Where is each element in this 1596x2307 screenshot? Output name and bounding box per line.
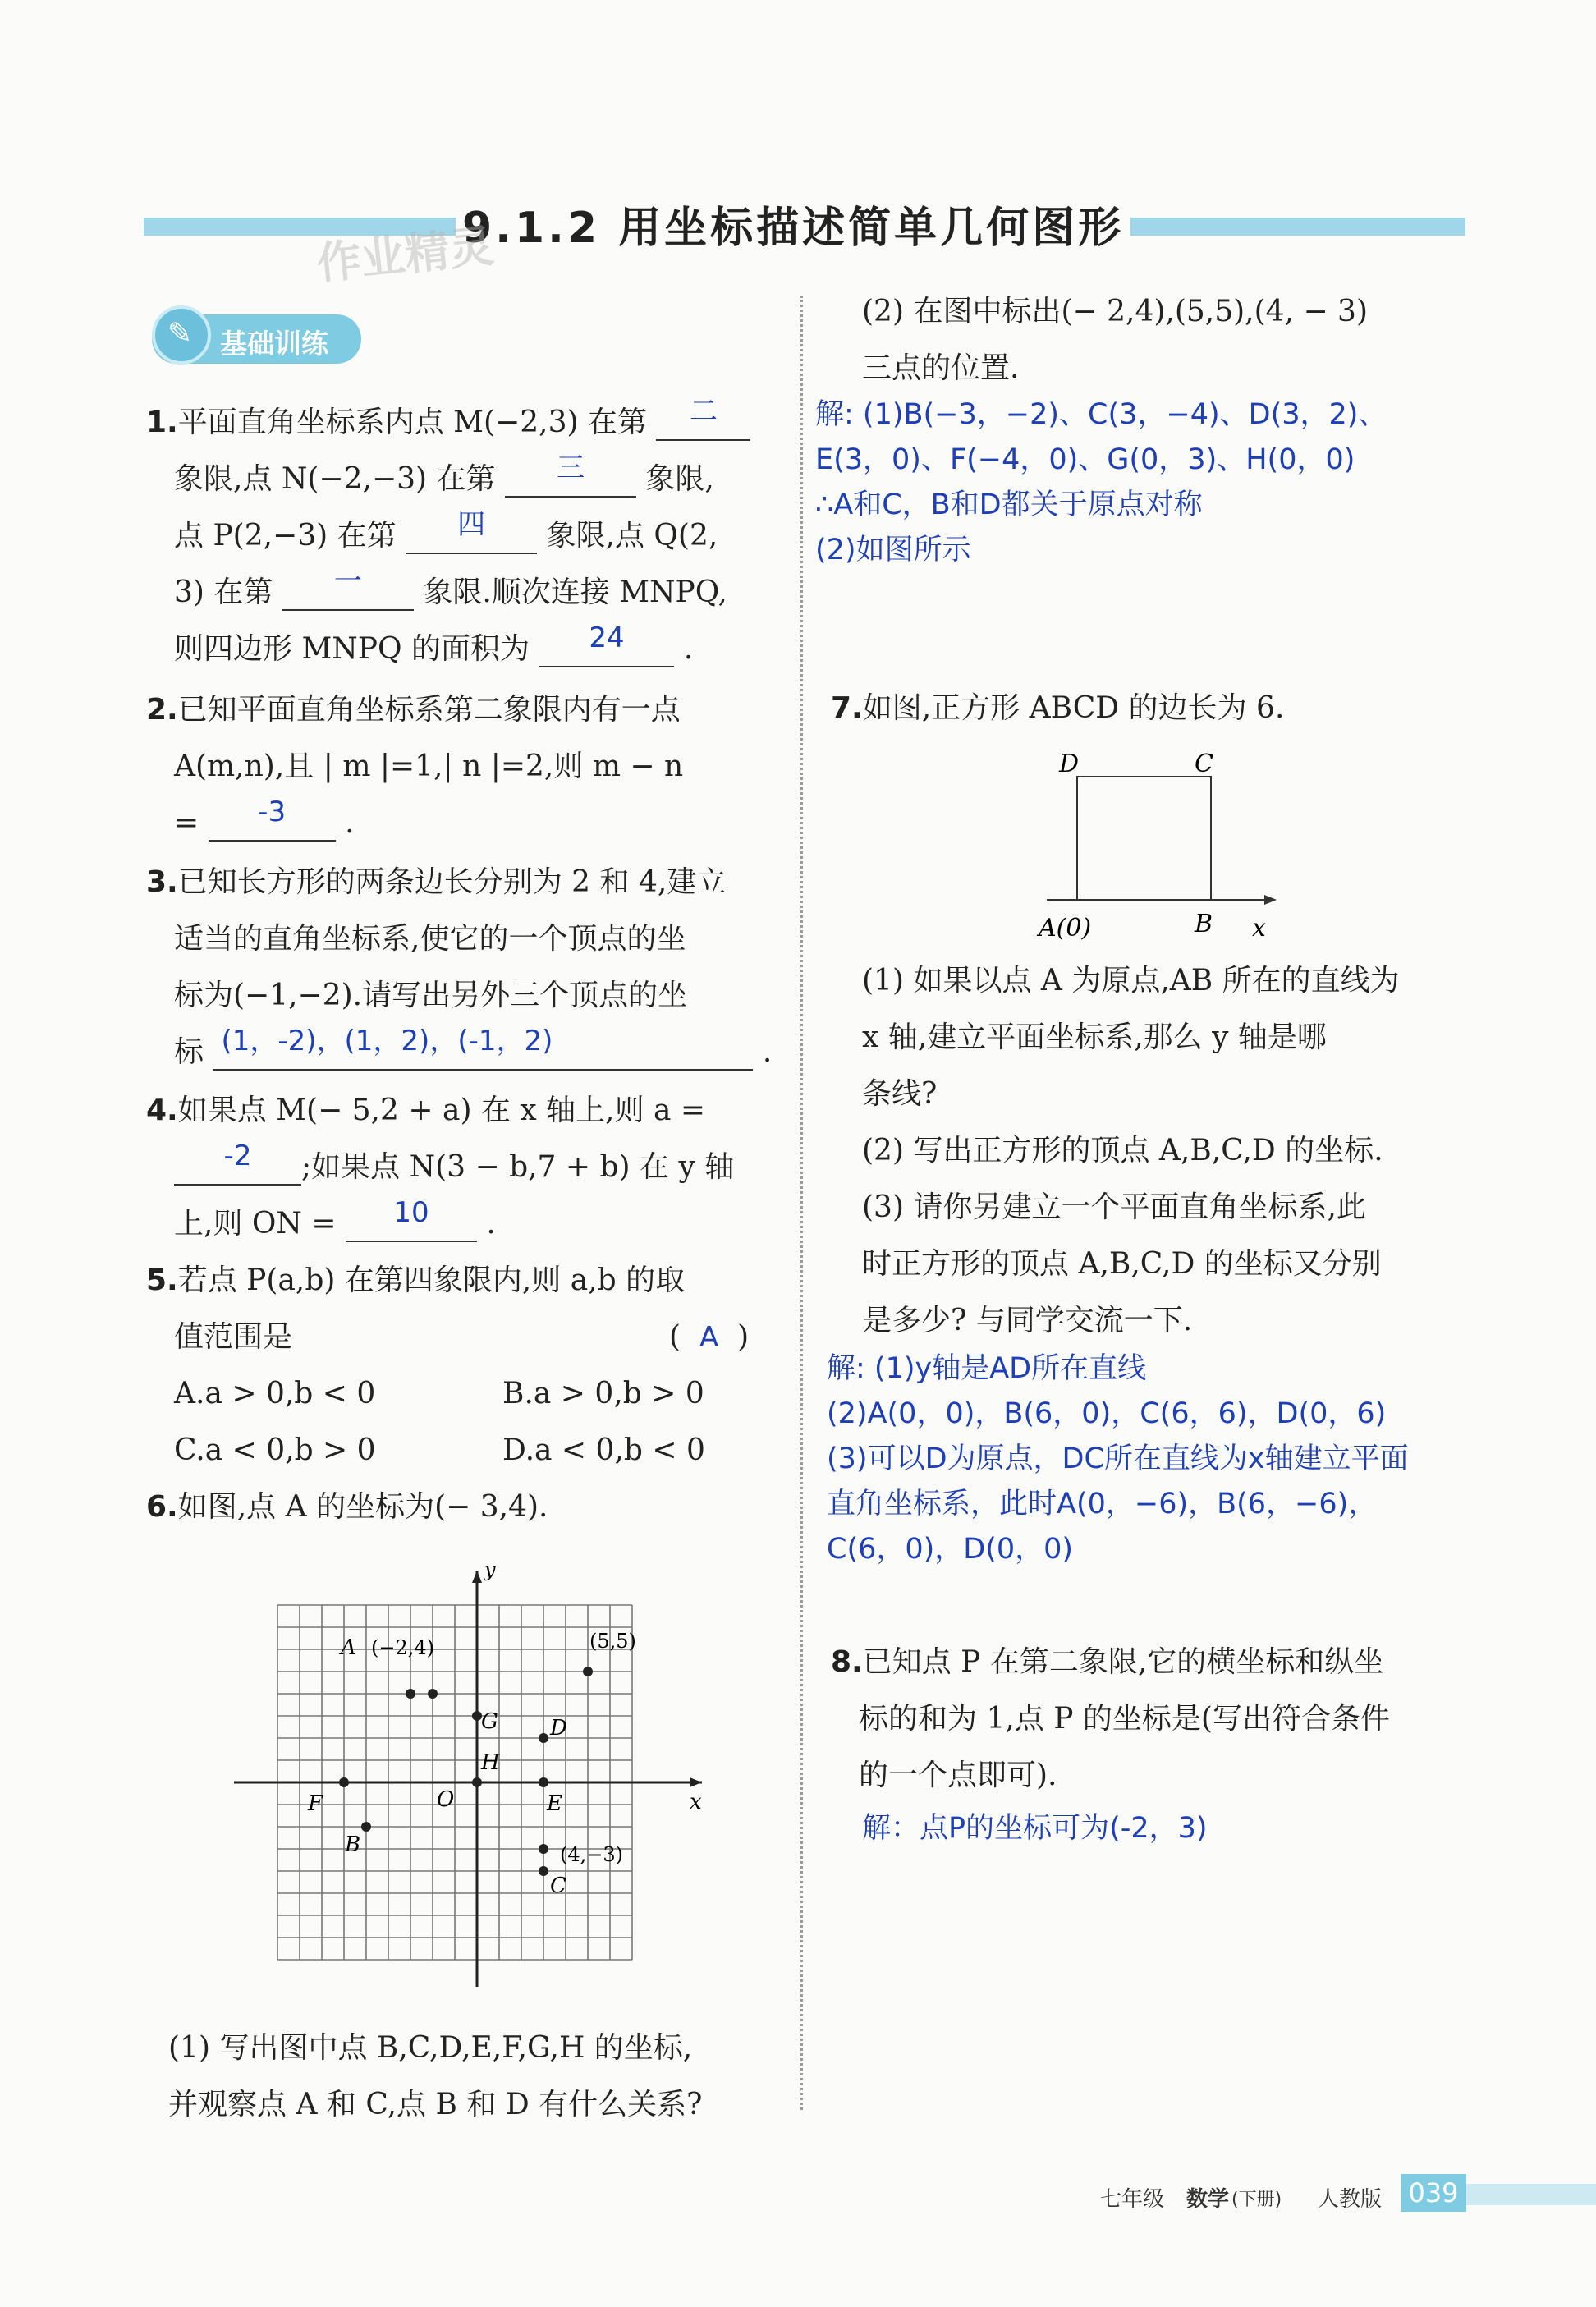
coordinate-grid-figure — [230, 1556, 722, 1999]
point-h-label: H — [481, 1750, 500, 1775]
q8-solution: 解：点P的坐标可为(-2，3) — [862, 1812, 1208, 1845]
question-7: 7.如图,正方形 ABCD 的边长为 6. — [831, 691, 1285, 725]
point-f-label: F — [308, 1791, 323, 1816]
q6-sub1-line1: (1) 写出图中点 B,C,D,E,F,G,H 的坐标, — [168, 2031, 693, 2065]
q7-solution-line1: 解: (1)y轴是AD所在直线 — [827, 1352, 1147, 1385]
point-g-label: G — [481, 1709, 498, 1734]
q7-sub2: (2) 写出正方形的顶点 A,B,C,D 的坐标. — [862, 1134, 1383, 1167]
point-h — [472, 1777, 482, 1787]
question-8-line2: 标的和为 1,点 P 的坐标是(写出符合条件 — [859, 1702, 1390, 1736]
point-4-neg3-label: (4,−3) — [560, 1843, 624, 1866]
point-d-label: D — [550, 1716, 567, 1741]
question-3-line4: 标 (1，-2)，(1，2)，(-1，2) . — [174, 1025, 773, 1069]
point-neg2-4-label: (−2,4) — [371, 1636, 435, 1659]
question-3-line2: 适当的直角坐标系,使它的一个顶点的坐 — [174, 922, 686, 956]
question-8-line3: 的一个点即可). — [859, 1759, 1057, 1792]
question-6: 6.如图,点 A 的坐标为(− 3,4). — [146, 1490, 548, 1524]
point-f — [339, 1777, 349, 1787]
point-c — [539, 1866, 548, 1876]
q7-solution-line5: C(6，0)，D(0，0) — [827, 1533, 1074, 1566]
q6-solution-line2: E(3，0)、F(−4，0)、G(0，3)、H(0，0) — [815, 443, 1355, 476]
question-8: 8.已知点 P 在第二象限,它的横坐标和纵坐 — [831, 1645, 1384, 1679]
footer-volume: (下册) — [1231, 2190, 1282, 2210]
q7-solution-line3: (3)可以D为原点，DC所在直线为x轴建立平面 — [827, 1442, 1409, 1475]
point-d — [539, 1733, 548, 1743]
q1-blank-5[interactable]: 24 — [539, 633, 674, 667]
point-c-label: C — [550, 1874, 566, 1898]
q7-sub1-line1: (1) 如果以点 A 为原点,AB 所在的直线为 — [862, 964, 1400, 998]
question-1-line5: 则四边形 MNPQ 的面积为 24 . — [174, 621, 694, 666]
vertex-d-label: D — [1059, 750, 1080, 778]
q5-option-b: B.a > 0,b > 0 — [502, 1377, 704, 1410]
q6-solution-line1: 解: (1)B(−3，−2)、C(3，−4)、D(3，2)、 — [815, 398, 1387, 431]
square-figure — [1034, 739, 1297, 952]
q1-blank-4[interactable]: 一 — [282, 576, 414, 611]
square-abcd — [1077, 777, 1211, 900]
question-1-line2: 象限,点 N(−2,−3) 在第 三 象限, — [174, 452, 714, 496]
point-5-5 — [583, 1667, 593, 1676]
square-x-label: x — [1252, 914, 1266, 943]
q5-choice-parens[interactable]: ( A ) — [669, 1320, 750, 1354]
q6-sub2-line2: 三点的位置. — [862, 351, 1020, 385]
footer-subject: 数学 — [1186, 2187, 1230, 2212]
q7-sub3-line2: 时正方形的顶点 A,B,C,D 的坐标又分别 — [862, 1247, 1382, 1281]
footer-grade: 七年级 — [1100, 2187, 1165, 2212]
q5-option-a: A.a > 0,b < 0 — [174, 1377, 376, 1410]
q7-sub1-line2: x 轴,建立平面坐标系,那么 y 轴是哪 — [862, 1020, 1327, 1054]
q6-sub1-line2: 并观察点 A 和 C,点 B 和 D 有什么关系? — [168, 2088, 703, 2121]
vertex-b-label: B — [1195, 910, 1213, 938]
question-4-line2: -2 ;如果点 N(3 − b,7 + b) 在 y 轴 — [174, 1139, 734, 1195]
q7-sub1-line3: 条线? — [862, 1077, 938, 1111]
q7-solution-line4: 直角坐标系，此时A(0，−6)，B(6，−6)， — [827, 1488, 1378, 1520]
watermark: 作业精灵 — [314, 219, 497, 291]
q4-blank-2[interactable]: 10 — [346, 1208, 477, 1242]
y-axis-label: y — [484, 1558, 496, 1581]
question-2: 2.已知平面直角坐标系第二象限内有一点 — [146, 693, 681, 727]
question-4: 4.如果点 M(− 5,2 + a) 在 x 轴上,则 a = — [146, 1094, 706, 1127]
q2-blank[interactable]: -3 — [209, 807, 336, 842]
question-5-line2: 值范围是 — [174, 1320, 293, 1354]
point-a-label: A — [341, 1635, 356, 1660]
footer-edition: 人教版 — [1318, 2187, 1383, 2212]
q3-blank[interactable]: (1，-2)，(1，2)，(-1，2) — [213, 1036, 753, 1071]
q7-solution-line2: (2)A(0，0)，B(6，0)，C(6，6)，D(0，6) — [827, 1397, 1387, 1430]
q6-solution-line3: ∴A和C，B和D都关于原点对称 — [815, 488, 1203, 521]
point-5-5-label: (5,5) — [589, 1630, 636, 1653]
question-5: 5.若点 P(a,b) 在第四象限内,则 a,b 的取 — [146, 1264, 686, 1297]
point-e — [539, 1777, 548, 1787]
square-x-axis-arrow — [1264, 895, 1277, 905]
point-b-label: B — [345, 1832, 361, 1857]
question-3: 3.已知长方形的两条边长分别为 2 和 4,建立 — [146, 865, 727, 899]
x-axis-arrow — [690, 1777, 702, 1787]
point-b — [361, 1822, 371, 1832]
question-1-line3: 点 P(2,−3) 在第 四 象限,点 Q(2, — [174, 508, 718, 553]
point-e-label: E — [547, 1791, 562, 1816]
q6-sub2-line1: (2) 在图中标出(− 2,4),(5,5),(4, − 3) — [862, 295, 1369, 328]
footer-bar — [1466, 2184, 1596, 2205]
q1-blank-2[interactable]: 三 — [505, 463, 636, 498]
pencil-icon: ✎ — [167, 317, 193, 351]
page-title: 9.1.2 用坐标描述简单几何图形 — [456, 193, 1130, 255]
question-2-line3: = -3 . — [174, 796, 355, 840]
q5-option-c: C.a < 0,b > 0 — [174, 1433, 376, 1467]
x-axis-label: x — [690, 1790, 702, 1814]
point-neg2-4 — [428, 1689, 438, 1699]
question-1-line4: 3) 在第 一 象限.顺次连接 MNPQ, — [174, 565, 727, 609]
question-2-line2: A(m,n),且 | m |=1,| n |=2,则 m − n — [174, 750, 684, 783]
vertex-a-label: A(0) — [1039, 914, 1092, 943]
vertex-c-label: C — [1195, 750, 1213, 778]
q7-sub3-line3: 是多少? 与同学交流一下. — [862, 1304, 1193, 1337]
page-number: 039 — [1401, 2174, 1466, 2212]
q7-sub3-line1: (3) 请你另建立一个平面直角坐标系,此 — [862, 1190, 1366, 1224]
q5-option-d: D.a < 0,b < 0 — [502, 1433, 705, 1467]
point-4-neg3 — [539, 1844, 548, 1854]
q4-blank-1[interactable]: -2 — [174, 1151, 301, 1186]
point-a — [406, 1689, 415, 1699]
y-axis-arrow — [472, 1571, 482, 1583]
q1-blank-1[interactable]: 二 — [656, 406, 750, 441]
section-badge-label: 基础训练 — [220, 328, 328, 360]
column-divider — [800, 296, 803, 2110]
origin-label: O — [437, 1787, 455, 1812]
question-4-line3: 上,则 ON = 10 . — [174, 1196, 496, 1241]
q1-blank-3[interactable]: 四 — [406, 520, 537, 554]
q6-solution-line4: (2)如图所示 — [815, 534, 971, 566]
question-3-line3: 标为(−1,−2).请写出另外三个顶点的坐 — [174, 979, 688, 1012]
question-1: 1.平面直角坐标系内点 M(−2,3) 在第 二 — [146, 394, 750, 451]
